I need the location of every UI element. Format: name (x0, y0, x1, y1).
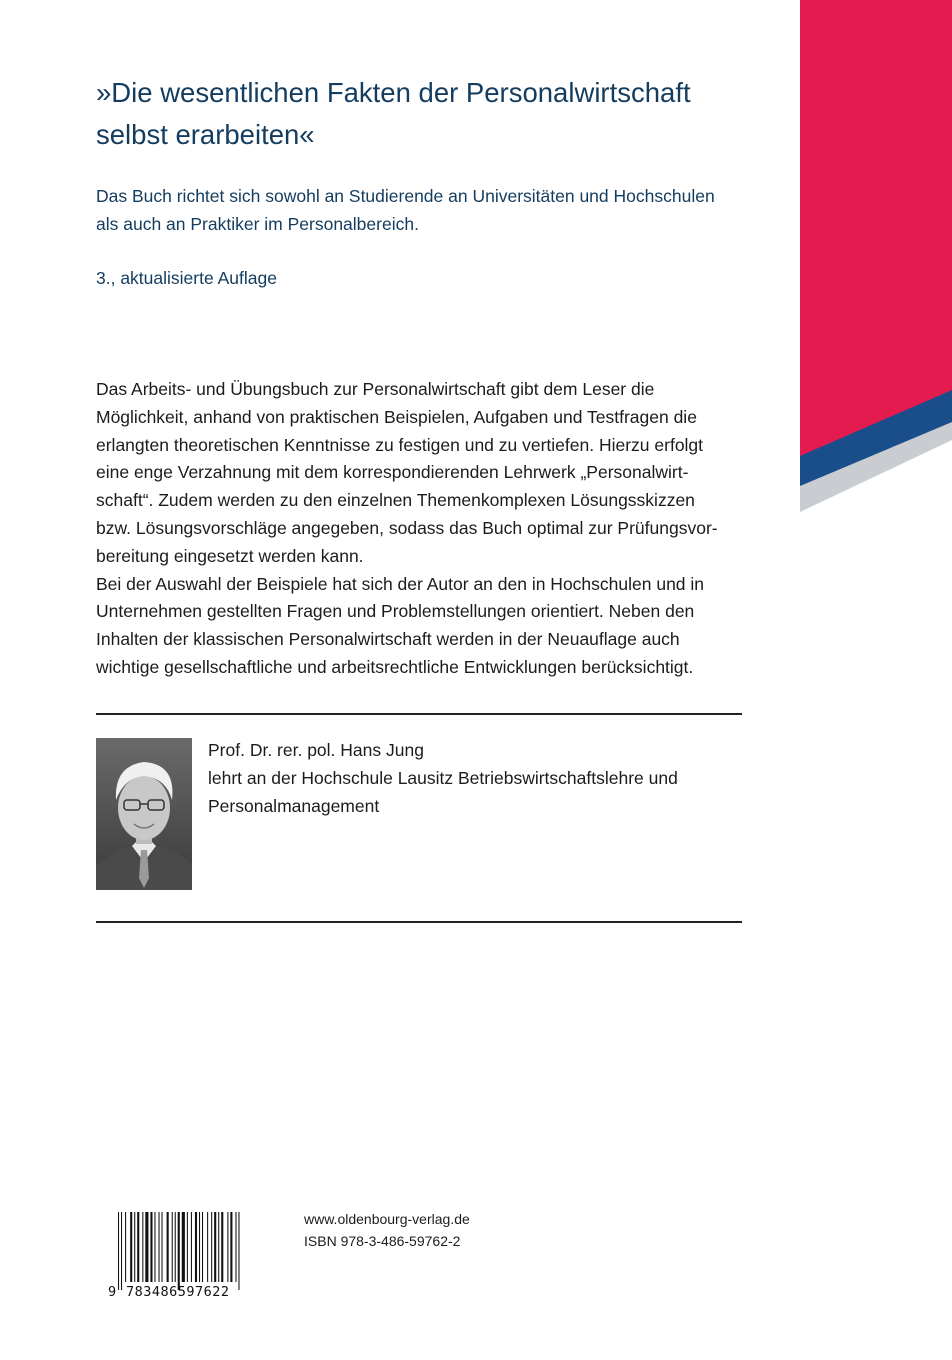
barcode-bar (150, 1212, 152, 1282)
barcode-bar (182, 1212, 185, 1282)
corner-stripes-graphic (800, 0, 952, 520)
barcode-bar (227, 1212, 228, 1282)
body-line: wichtige gesellschaftliche und arbeitsrechtliche Entwicklungen berücksichtigt. (96, 656, 694, 677)
body-line: bereitung eingesetzt werden kann. (96, 545, 364, 566)
divider-bottom (96, 921, 742, 923)
barcode-bar (167, 1212, 169, 1282)
body-line: Das Arbeits- und Übungsbuch zur Personalwirtschaft gibt dem Leser die (96, 379, 655, 399)
red-stripe (800, 0, 952, 456)
subtext-line-1: Das Buch richtet sich sowohl an Studierende an Universitäten und Hochschulen (96, 186, 715, 206)
barcode-bar (118, 1212, 119, 1290)
barcode-bar (134, 1212, 135, 1282)
barcode-bar (175, 1212, 176, 1282)
body-line: Möglichkeit, anhand von praktischen Beispielen, Aufgaben und Testfragen die (96, 406, 697, 427)
publisher-info (304, 1208, 470, 1252)
headline-line-1: »Die wesentlichen Fakten der Personalwirtschaft (96, 77, 691, 108)
barcode-bar (187, 1212, 188, 1282)
barcode-bar (238, 1212, 239, 1290)
barcode-bar (199, 1212, 200, 1282)
subtext-line-2: als auch an Praktiker im Personalbereich. (96, 214, 419, 234)
barcode-bar (142, 1212, 143, 1282)
barcode-bar (130, 1212, 132, 1282)
body-line: erlangten theoretischen Kenntnisse zu festigen und zu vertiefen. Hierzu erfolgt (96, 434, 704, 455)
barcode-bar (145, 1212, 148, 1282)
barcode-bar (230, 1212, 232, 1282)
author-name: Prof. Dr. rer. pol. Hans Jung (208, 740, 424, 760)
barcode-number: 783486597622 (126, 1284, 230, 1300)
headline (96, 72, 786, 156)
barcode-bar (137, 1212, 139, 1282)
body-line: schaft“. Zudem werden zu den einzelnen Themenkomplexen Lösungsskizzen (96, 490, 695, 511)
author-photo (96, 738, 192, 890)
barcode-bar (207, 1212, 208, 1282)
description-paragraph (96, 376, 776, 682)
barcode-bar (214, 1212, 216, 1282)
barcode-bar (172, 1212, 173, 1282)
publisher-website[interactable]: www.oldenbourg-verlag.de (304, 1211, 470, 1227)
body-line: eine enge Verzahnung mit dem korrespondierenden Lehrwerk „Personalwirt- (96, 462, 689, 483)
target-audience-text (96, 182, 796, 238)
barcode-bars (118, 1212, 240, 1290)
divider-top (96, 713, 742, 715)
barcode-bar (125, 1212, 126, 1282)
barcode-bar (154, 1212, 155, 1282)
barcode-bar (195, 1212, 197, 1282)
barcode-bar (202, 1212, 203, 1282)
barcode-digits (108, 1284, 256, 1302)
author-line-2: lehrt an der Hochschule Lausitz Betriebswirtschaftslehre und (208, 768, 678, 788)
barcode-bar (178, 1212, 180, 1290)
body-line: Unternehmen gestellten Fragen und Problemstellungen orientiert. Neben den (96, 601, 695, 622)
barcode-bar (235, 1212, 236, 1282)
edition-label: 3., aktualisierte Auflage (96, 268, 277, 288)
barcode-bar (211, 1212, 212, 1282)
barcode-bar (159, 1212, 160, 1282)
barcode-bar (121, 1212, 122, 1290)
headline-line-2: selbst erarbeiten« (96, 119, 315, 150)
barcode-first-digit: 9 (108, 1284, 117, 1300)
barcode-bar (162, 1212, 163, 1282)
author-info (208, 736, 748, 820)
body-line: Bei der Auswahl der Beispiele hat sich der Autor an den in Hochschulen und in (96, 573, 705, 594)
barcode-bar (221, 1212, 223, 1282)
isbn-text: ISBN 978-3-486-59762-2 (304, 1233, 461, 1249)
body-line: bzw. Lösungsvorschläge angegeben, sodass das Buch optimal zur Prüfungsvor- (96, 517, 718, 538)
body-line: Inhalten der klassischen Personalwirtschaft werden in der Neuauflage auch (96, 629, 680, 650)
barcode-bar (218, 1212, 219, 1282)
barcode-bar (191, 1212, 192, 1282)
author-line-3: Personalmanagement (208, 796, 380, 816)
